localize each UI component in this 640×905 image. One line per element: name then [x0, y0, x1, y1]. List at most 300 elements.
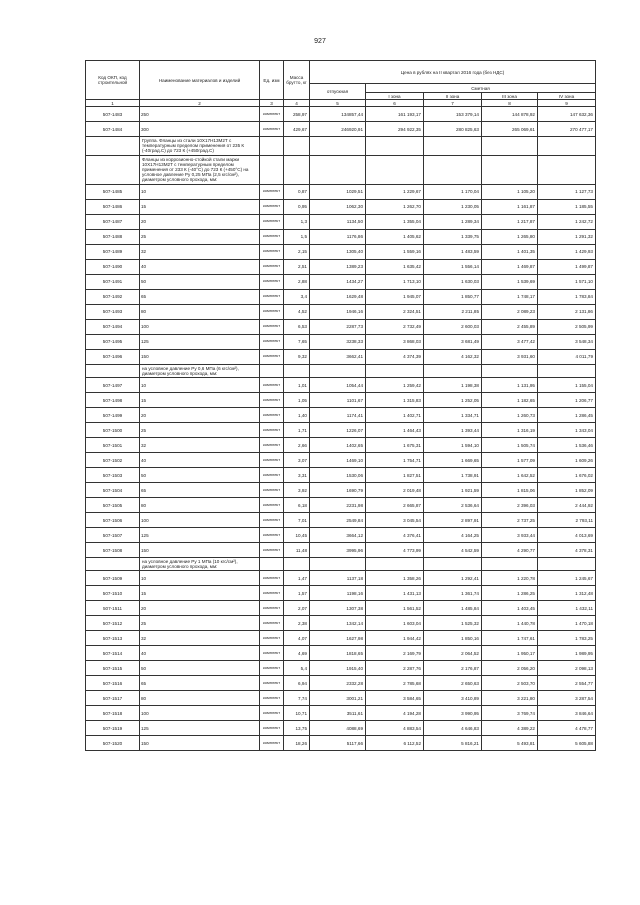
cell-otpusk: 1226,07	[310, 423, 366, 438]
cell-zone-2: 1 594,10	[424, 438, 482, 453]
cell-unit: комплект	[260, 543, 284, 558]
cell-empty	[482, 137, 538, 156]
cell-code: 507-1501	[86, 438, 140, 453]
cell-name: 10	[140, 184, 260, 199]
cell-zone-1: 1 635,42	[366, 259, 424, 274]
cell-zone-3: 1 748,17	[482, 289, 538, 304]
cell-otpusk: 1137,18	[310, 571, 366, 586]
cell-zone-3: 3 769,74	[482, 706, 538, 721]
table-row	[86, 244, 596, 259]
cell-otpusk: 1629,48	[310, 289, 366, 304]
cell-zone-2: 2 211,85	[424, 304, 482, 319]
cell-empty	[284, 137, 310, 156]
cell-code: 507-1513	[86, 631, 140, 646]
table-row	[86, 571, 596, 586]
cell-zone-2: 1 483,59	[424, 244, 482, 259]
table-row	[86, 423, 596, 438]
cell-unit: комплект	[260, 616, 284, 631]
cell-zone-1: 1 229,67	[366, 184, 424, 199]
column-number: 5	[310, 100, 366, 107]
cell-empty	[538, 155, 596, 184]
cell-otpusk: 3662,41	[310, 349, 366, 364]
cell-zone-1: 2 665,87	[366, 498, 424, 513]
cell-zone-1: 1 713,10	[366, 274, 424, 289]
cell-code: 507-1499	[86, 408, 140, 423]
cell-name: 10	[140, 571, 260, 586]
header-name: Наименование материалов и изделий	[140, 61, 260, 100]
table-row	[86, 691, 596, 706]
cell-code: 507-1506	[86, 513, 140, 528]
cell-zone-4: 3 846,64	[538, 706, 596, 721]
cell-mass: 0,87	[284, 184, 310, 199]
cell-code: 507-1505	[86, 498, 140, 513]
cell-mass: 5,4	[284, 661, 310, 676]
cell-zone-2: 4 542,59	[424, 543, 482, 558]
cell-empty	[538, 364, 596, 377]
cell-otpusk: 134857,44	[310, 107, 366, 122]
cell-name: 25	[140, 423, 260, 438]
cell-zone-2: 4 646,83	[424, 721, 482, 736]
cell-name: 50	[140, 468, 260, 483]
cell-code: 507-1489	[86, 244, 140, 259]
cell-name: 32	[140, 631, 260, 646]
cell-mass: 1,01	[284, 378, 310, 393]
cell-zone-2: 1 738,91	[424, 468, 482, 483]
cell-zone-1: 1 262,70	[366, 199, 424, 214]
cell-otpusk: 1342,14	[310, 616, 366, 631]
cell-zone-4: 1 245,67	[538, 571, 596, 586]
cell-zone-3: 144 878,92	[482, 107, 538, 122]
cell-name: 100	[140, 513, 260, 528]
cell-mass: 10,45	[284, 528, 310, 543]
cell-code: 507-1486	[86, 199, 140, 214]
cell-code: 507-1491	[86, 274, 140, 289]
cell-zone-3: 2 737,25	[482, 513, 538, 528]
cell-zone-3: 1 182,65	[482, 393, 538, 408]
cell-unit: комплект	[260, 586, 284, 601]
column-number: 8	[482, 100, 538, 107]
cell-mass: 6,18	[284, 498, 310, 513]
table-row	[86, 107, 596, 122]
cell-zone-1: 4 194,28	[366, 706, 424, 721]
cell-empty	[482, 364, 538, 377]
cell-zone-3: 1 105,20	[482, 184, 538, 199]
cell-zone-4: 1 242,72	[538, 214, 596, 229]
cell-name: 40	[140, 453, 260, 468]
table-row	[86, 676, 596, 691]
cell-zone-1: 1 315,83	[366, 393, 424, 408]
cell-otpusk: 1062,30	[310, 199, 366, 214]
cell-code: 507-1516	[86, 676, 140, 691]
header-zone-3: III зона	[482, 93, 538, 100]
group-title: Фланцы из коррозионно-стойкой стали марки 10Х17Н13М2Т с температурным пределом применения от 233 К (-40°С) до 723 К (+450°С) на условное давление Ру 0,25 МПа (2,5 кгс/см²), диаметром условного прохода, мм:	[140, 155, 260, 184]
cell-zone-1: 6 112,52	[366, 736, 424, 751]
cell-zone-2: 2 064,52	[424, 646, 482, 661]
cell-zone-2: 1 252,05	[424, 393, 482, 408]
cell-zone-4: 2 793,11	[538, 513, 596, 528]
header-price: Цена в рублях на II квартал 2016 года (без НДС)	[310, 61, 596, 84]
cell-mass: 2,51	[284, 259, 310, 274]
cell-name: 150	[140, 543, 260, 558]
cell-name: 25	[140, 229, 260, 244]
cell-code: 507-1517	[86, 691, 140, 706]
cell-zone-4: 1 609,26	[538, 453, 596, 468]
cell-zone-3: 4 290,77	[482, 543, 538, 558]
column-number: 4	[284, 100, 310, 107]
cell-mass: 2,88	[284, 274, 310, 289]
cell-zone-3: 2 089,23	[482, 304, 538, 319]
cell-zone-3: 1 403,45	[482, 601, 538, 616]
cell-zone-1: 4 773,99	[366, 543, 424, 558]
cell-zone-1: 2 785,68	[366, 676, 424, 691]
cell-unit: комплект	[260, 438, 284, 453]
cell-code: 507-1485	[86, 184, 140, 199]
cell-zone-3: 2 396,03	[482, 498, 538, 513]
table-row	[86, 438, 596, 453]
cell-zone-2: 4 162,32	[424, 349, 482, 364]
table-row	[86, 378, 596, 393]
cell-zone-3: 1 265,80	[482, 229, 538, 244]
cell-name: 15	[140, 199, 260, 214]
cell-zone-4: 2 554,77	[538, 676, 596, 691]
cell-mass: 1,3	[284, 214, 310, 229]
cell-otpusk: 1627,98	[310, 631, 366, 646]
cell-name: 80	[140, 304, 260, 319]
cell-code: 507-1511	[86, 601, 140, 616]
table-row	[86, 184, 596, 199]
cell-mass: 10,71	[284, 706, 310, 721]
cell-empty	[482, 155, 538, 184]
cell-zone-1: 4 376,41	[366, 528, 424, 543]
cell-name: 125	[140, 528, 260, 543]
table-row	[86, 661, 596, 676]
group-header-row	[86, 155, 596, 184]
cell-unit: комплект	[260, 528, 284, 543]
cell-unit: комплект	[260, 214, 284, 229]
cell-unit: комплект	[260, 676, 284, 691]
cell-unit: комплект	[260, 184, 284, 199]
cell-empty	[284, 364, 310, 377]
group-title: на условное давление Ру 1 МПа (10 кгс/см²), диаметром условного прохода, мм:	[140, 558, 260, 571]
cell-zone-1: 1 431,13	[366, 586, 424, 601]
cell-unit: комплект	[260, 661, 284, 676]
cell-zone-4: 3 548,34	[538, 334, 596, 349]
cell-code: 507-1502	[86, 453, 140, 468]
cell-empty	[424, 364, 482, 377]
cell-zone-4: 1 206,77	[538, 393, 596, 408]
header-zone-2: II зона	[424, 93, 482, 100]
column-number: 6	[366, 100, 424, 107]
cell-mass: 11,48	[284, 543, 310, 558]
table-row	[86, 393, 596, 408]
cell-code: 507-1512	[86, 616, 140, 631]
cell-zone-3: 1 539,69	[482, 274, 538, 289]
cell-unit: комплект	[260, 393, 284, 408]
cell-zone-4: 1 343,04	[538, 423, 596, 438]
cell-otpusk: 1530,06	[310, 468, 366, 483]
cell-otpusk: 1402,65	[310, 438, 366, 453]
table-row	[86, 259, 596, 274]
cell-mass: 3,31	[284, 468, 310, 483]
cell-name: 65	[140, 289, 260, 304]
cell-code: 507-1484	[86, 122, 140, 137]
cell-zone-3: 2 056,20	[482, 661, 538, 676]
cell-zone-4: 1 432,11	[538, 601, 596, 616]
cell-mass: 258,97	[284, 107, 310, 122]
cell-zone-1: 161 193,17	[366, 107, 424, 122]
cell-unit: комплект	[260, 304, 284, 319]
cell-zone-2: 1 334,71	[424, 408, 482, 423]
cell-name: 10	[140, 378, 260, 393]
page-number: 927	[314, 38, 326, 45]
cell-code: 507-1490	[86, 259, 140, 274]
cell-mass: 4,07	[284, 631, 310, 646]
cell-mass: 1,05	[284, 393, 310, 408]
cell-zone-2: 153 379,14	[424, 107, 482, 122]
cell-otpusk: 1198,16	[310, 586, 366, 601]
table-row	[86, 408, 596, 423]
header-otpusk: отпускная	[310, 84, 366, 100]
cell-name: 32	[140, 438, 260, 453]
cell-mass: 2,38	[284, 616, 310, 631]
cell-unit: комплект	[260, 199, 284, 214]
cell-zone-2: 2 600,03	[424, 319, 482, 334]
cell-empty	[366, 155, 424, 184]
cell-empty	[86, 137, 140, 156]
cell-name: 20	[140, 408, 260, 423]
group-title: Группа. Фланцы из стали 10Х17Н13М2Т с температурным пределом применения от 235 К (-40град.С) до 723 К (+450град.С)	[140, 137, 260, 156]
table-row	[86, 334, 596, 349]
cell-mass: 18,26	[284, 736, 310, 751]
cell-zone-4: 1 783,84	[538, 289, 596, 304]
cell-zone-3: 1 217,87	[482, 214, 538, 229]
cell-zone-4: 1 429,93	[538, 244, 596, 259]
cell-zone-3: 1 577,09	[482, 453, 538, 468]
cell-mass: 1,57	[284, 586, 310, 601]
cell-zone-2: 4 164,25	[424, 528, 482, 543]
cell-zone-1: 1 405,62	[366, 229, 424, 244]
cell-zone-1: 1 358,26	[366, 571, 424, 586]
cell-empty	[366, 364, 424, 377]
cell-zone-4: 1 571,10	[538, 274, 596, 289]
cell-zone-1: 1 944,42	[366, 631, 424, 646]
cell-name: 15	[140, 393, 260, 408]
cell-zone-1: 2 019,48	[366, 483, 424, 498]
cell-zone-4: 147 632,36	[538, 107, 596, 122]
cell-otpusk: 1176,86	[310, 229, 366, 244]
cell-name: 125	[140, 334, 260, 349]
cell-unit: комплект	[260, 483, 284, 498]
cell-empty	[284, 155, 310, 184]
cell-otpusk: 1101,67	[310, 393, 366, 408]
cell-mass: 13,75	[284, 721, 310, 736]
cell-empty	[424, 155, 482, 184]
cell-zone-2: 2 897,91	[424, 513, 482, 528]
cell-empty	[424, 137, 482, 156]
cell-otpusk: 2332,28	[310, 676, 366, 691]
cell-mass: 1,71	[284, 423, 310, 438]
cell-mass: 1,5	[284, 229, 310, 244]
cell-unit: комплект	[260, 498, 284, 513]
cell-zone-4: 3 287,54	[538, 691, 596, 706]
cell-empty	[310, 558, 366, 571]
cell-zone-3: 1 161,87	[482, 199, 538, 214]
table-row	[86, 601, 596, 616]
cell-unit: комплект	[260, 378, 284, 393]
table-row	[86, 304, 596, 319]
cell-zone-2: 1 630,03	[424, 274, 482, 289]
cell-zone-2: 1 669,65	[424, 453, 482, 468]
cell-zone-4: 2 444,92	[538, 498, 596, 513]
header-zone-1: I зона	[366, 93, 424, 100]
cell-zone-4: 2 505,99	[538, 319, 596, 334]
cell-code: 507-1500	[86, 423, 140, 438]
cell-zone-1: 1 675,31	[366, 438, 424, 453]
cell-zone-1: 294 922,35	[366, 122, 424, 137]
cell-code: 507-1515	[86, 661, 140, 676]
cell-zone-2: 1 485,84	[424, 601, 482, 616]
cell-zone-1: 2 287,76	[366, 661, 424, 676]
cell-otpusk: 1305,40	[310, 244, 366, 259]
table-row	[86, 616, 596, 631]
cell-name: 65	[140, 483, 260, 498]
cell-zone-3: 3 933,44	[482, 528, 538, 543]
cell-empty	[538, 558, 596, 571]
cell-mass: 7,74	[284, 691, 310, 706]
cell-unit: комплект	[260, 691, 284, 706]
cell-zone-4: 1 499,87	[538, 259, 596, 274]
cell-zone-4: 1 676,02	[538, 468, 596, 483]
column-number: 7	[424, 100, 482, 107]
cell-mass: 3,92	[284, 483, 310, 498]
cell-empty	[310, 155, 366, 184]
cell-name: 20	[140, 214, 260, 229]
group-header-row	[86, 364, 596, 377]
cell-zone-4: 4 011,79	[538, 349, 596, 364]
table-row	[86, 721, 596, 736]
cell-zone-4: 1 852,09	[538, 483, 596, 498]
cell-mass: 4,69	[284, 646, 310, 661]
cell-zone-3: 1 505,74	[482, 438, 538, 453]
cell-otpusk: 1434,27	[310, 274, 366, 289]
cell-zone-4: 1 155,04	[538, 378, 596, 393]
cell-name: 100	[140, 319, 260, 334]
cell-mass: 4,52	[284, 304, 310, 319]
cell-zone-3: 1 131,95	[482, 378, 538, 393]
cell-empty	[310, 137, 366, 156]
cell-code: 507-1495	[86, 334, 140, 349]
cell-zone-4: 5 605,88	[538, 736, 596, 751]
cell-unit: комплект	[260, 289, 284, 304]
cell-mass: 6,53	[284, 319, 310, 334]
cell-zone-2: 1 556,14	[424, 259, 482, 274]
cell-zone-2: 1 525,32	[424, 616, 482, 631]
cell-zone-3: 4 389,22	[482, 721, 538, 736]
group-header-row	[86, 558, 596, 571]
cell-zone-1: 4 374,39	[366, 349, 424, 364]
cell-empty	[538, 137, 596, 156]
cell-zone-1: 1 402,71	[366, 408, 424, 423]
cell-otpusk: 3664,12	[310, 528, 366, 543]
cell-unit: комплект	[260, 423, 284, 438]
cell-empty	[482, 558, 538, 571]
cell-zone-3: 3 477,42	[482, 334, 538, 349]
cell-otpusk: 3238,33	[310, 334, 366, 349]
cell-empty	[260, 364, 284, 377]
cell-zone-1: 2 169,79	[366, 646, 424, 661]
column-number: 9	[538, 100, 596, 107]
cell-name: 50	[140, 661, 260, 676]
cell-zone-3: 1 642,52	[482, 468, 538, 483]
cell-code: 507-1519	[86, 721, 140, 736]
header-code: Код ОКП, код строительной	[86, 61, 140, 100]
cell-unit: комплект	[260, 453, 284, 468]
cell-zone-4: 2 131,86	[538, 304, 596, 319]
table-row	[86, 513, 596, 528]
cell-zone-3: 1 440,78	[482, 616, 538, 631]
table-row	[86, 274, 596, 289]
cell-zone-2: 280 825,63	[424, 122, 482, 137]
cell-empty	[260, 558, 284, 571]
header-zone-4: IV зона	[538, 93, 596, 100]
cell-zone-1: 1 945,07	[366, 289, 424, 304]
cell-otpusk: 246920,91	[310, 122, 366, 137]
table-row	[86, 468, 596, 483]
cell-zone-4: 1 185,55	[538, 199, 596, 214]
cell-zone-2: 1 170,04	[424, 184, 482, 199]
table-row	[86, 646, 596, 661]
cell-otpusk: 1134,50	[310, 214, 366, 229]
cell-zone-2: 3 410,89	[424, 691, 482, 706]
cell-zone-4: 1 783,25	[538, 631, 596, 646]
cell-code: 507-1509	[86, 571, 140, 586]
cell-zone-1: 4 883,54	[366, 721, 424, 736]
cell-code: 507-1492	[86, 289, 140, 304]
cell-code: 507-1508	[86, 543, 140, 558]
column-number: 3	[260, 100, 284, 107]
cell-zone-1: 3 045,54	[366, 513, 424, 528]
cell-name: 50	[140, 274, 260, 289]
cell-zone-3: 1 286,25	[482, 586, 538, 601]
cell-zone-1: 1 355,04	[366, 214, 424, 229]
table-row	[86, 736, 596, 751]
cell-code: 507-1493	[86, 304, 140, 319]
cell-otpusk: 1389,23	[310, 259, 366, 274]
cell-zone-2: 2 536,64	[424, 498, 482, 513]
cell-name: 20	[140, 601, 260, 616]
cell-code: 507-1498	[86, 393, 140, 408]
cell-unit: комплект	[260, 706, 284, 721]
cell-code: 507-1514	[86, 646, 140, 661]
cell-unit: комплект	[260, 468, 284, 483]
cell-zone-4: 1 291,32	[538, 229, 596, 244]
cell-zone-1: 1 259,42	[366, 378, 424, 393]
cell-zone-2: 1 393,44	[424, 423, 482, 438]
cell-otpusk: 1915,40	[310, 661, 366, 676]
table-row	[86, 453, 596, 468]
cell-zone-2: 1 921,59	[424, 483, 482, 498]
cell-mass: 0,95	[284, 199, 310, 214]
cell-mass: 6,94	[284, 676, 310, 691]
cell-mass: 3,4	[284, 289, 310, 304]
cell-zone-3: 265 069,61	[482, 122, 538, 137]
cell-code: 507-1497	[86, 378, 140, 393]
cell-zone-3: 2 455,89	[482, 319, 538, 334]
cell-zone-1: 1 561,52	[366, 601, 424, 616]
cell-zone-4: 4 378,31	[538, 543, 596, 558]
cell-unit: комплект	[260, 736, 284, 751]
table-row	[86, 199, 596, 214]
